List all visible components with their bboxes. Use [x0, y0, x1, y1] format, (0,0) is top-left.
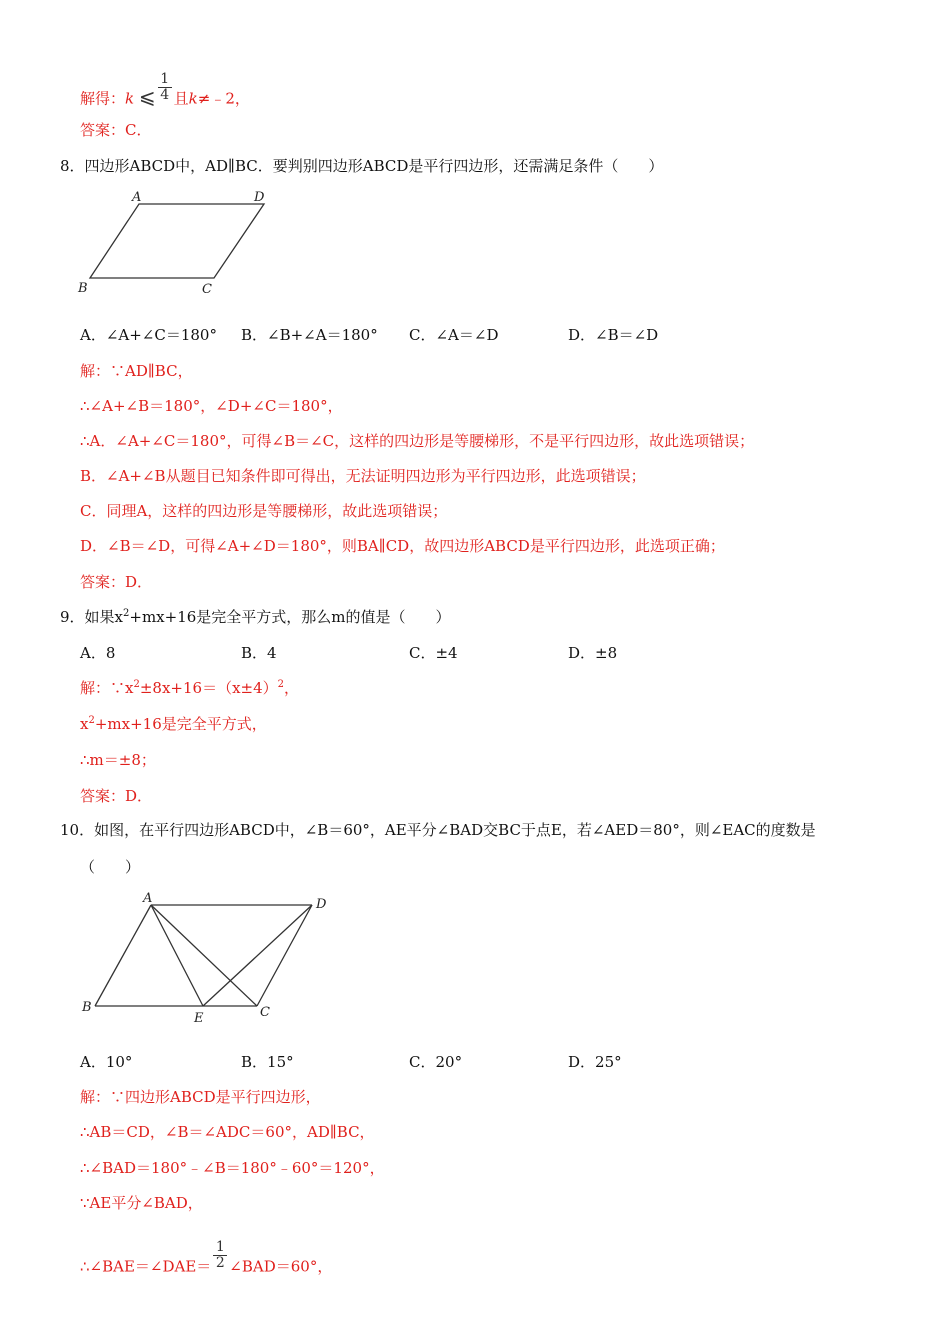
q9-solution-line-1 — [80, 678, 299, 698]
q9-sol2-part-1: x — [80, 715, 89, 733]
segment-ac — [151, 905, 257, 1006]
q8-solution-line-5: C．同理A，这样的四边形是等腰梯形，故此选项错误； — [80, 502, 448, 520]
q10-option-c: C．20° — [409, 1053, 463, 1071]
q10-last-part-1: ∴∠BAE＝∠DAE＝ — [80, 1257, 212, 1276]
q8-solution-line-6: D．∠B＝∠D，可得∠A+∠D＝180°，则BA∥CD，故四边形ABCD是平行四边形，此选项正确； — [80, 537, 725, 555]
q10-solution-line-2: ∴AB＝CD，∠B＝∠ADC＝60°，AD∥BC， — [80, 1123, 375, 1141]
label-b: B — [78, 281, 88, 296]
question-10-paren: （ ） — [80, 858, 141, 876]
label-d: D — [254, 190, 265, 205]
segment-ed — [203, 905, 312, 1006]
solve-prefix: 解得： — [80, 89, 126, 108]
q9-sol1-exponent: 2 — [133, 679, 140, 690]
label-c: C — [202, 282, 212, 297]
less-equal-symbol: ⩽ — [138, 84, 156, 109]
q8-option-c: C．∠A＝∠D — [409, 326, 499, 344]
q10-solution-line-1: 解：∵四边形ABCD是平行四边形， — [80, 1088, 321, 1106]
label-b: B — [82, 1000, 92, 1015]
label-e: E — [194, 1011, 204, 1026]
q9-sol2-exponent: 2 — [88, 715, 95, 726]
q10-solution-line-3: ∴∠BAD＝180°﹣∠B＝180°﹣60°＝120°， — [80, 1159, 385, 1177]
q8-solution-line-2: ∴∠A+∠B＝180°，∠D+∠C＝180°， — [80, 397, 343, 415]
question-8-stem: 8．四边形ABCD中，AD∥BC．要判别四边形ABCD是平行四边形，还需满足条件（ ） — [60, 157, 664, 175]
segment-dc — [257, 905, 312, 1006]
label-a: A — [132, 190, 142, 205]
q9-answer: 答案：D． — [80, 787, 153, 805]
q10-option-b: B．15° — [241, 1053, 294, 1071]
fraction-one-quarter — [158, 72, 172, 103]
q9-stem-part-2: +mx+16是完全平方式，那么m的值是（ ） — [129, 608, 451, 626]
q10-last-part-2: ∠BAD＝60°， — [229, 1257, 333, 1276]
answer-7: 答案：C． — [80, 121, 152, 139]
fraction-denominator: 4 — [160, 87, 170, 103]
fraction-denominator: 2 — [215, 1255, 225, 1271]
q9-sol1-part-3: ， — [284, 679, 300, 697]
segment-ab — [95, 905, 151, 1006]
k-variable: k — [125, 89, 135, 108]
q9-option-c: C．±4 — [409, 644, 458, 662]
q8-option-b: B．∠B+∠A＝180° — [241, 326, 378, 344]
q8-answer: 答案：D． — [80, 573, 153, 591]
q8-option-d: D．∠B＝∠D — [568, 326, 659, 344]
solve-line — [80, 71, 250, 115]
label-d: D — [316, 897, 327, 912]
q9-exponent: 2 — [123, 608, 130, 619]
q9-sol1-part-1: 解：∵x — [80, 679, 134, 697]
k-variable-2: k — [188, 89, 198, 108]
q9-option-b: B．4 — [241, 644, 277, 662]
q9-sol1-exponent-2: 2 — [277, 679, 285, 690]
q8-solution-line-1: 解：∵AD∥BC， — [80, 362, 193, 380]
label-a: A — [143, 891, 153, 906]
q10-figure — [76, 888, 346, 1028]
question-9-stem — [60, 607, 451, 627]
segment-ae — [151, 905, 203, 1006]
q10-solution-line-4: ∵AE平分∠BAD， — [80, 1194, 203, 1212]
q9-solution-line-2 — [80, 714, 267, 734]
q10-option-a: A．10° — [80, 1053, 133, 1071]
fraction-one-half — [213, 1240, 227, 1271]
q9-option-d: D．±8 — [568, 644, 618, 662]
q8-option-a: A．∠A+∠C＝180° — [80, 326, 217, 344]
q10-solution-line-5 — [80, 1239, 333, 1283]
parallelogram-abcd — [90, 204, 264, 278]
fraction-numerator: 1 — [213, 1240, 227, 1256]
fraction-numerator: 1 — [158, 72, 172, 88]
solve-tail: ≠﹣2， — [197, 89, 250, 108]
q8-solution-line-3: ∴A．∠A+∠C＝180°，可得∠B＝∠C，这样的四边形是等腰梯形，不是平行四边形，故此选项错误； — [80, 432, 755, 450]
q9-solution-line-3: ∴m＝±8； — [80, 751, 156, 769]
q9-sol2-part-2: +mx+16是完全平方式， — [94, 715, 267, 733]
label-c: C — [260, 1005, 270, 1020]
q9-sol1-part-2: ±8x+16＝（x±4） — [139, 679, 278, 697]
q8-figure — [74, 186, 274, 298]
question-10-stem: 10．如图，在平行四边形ABCD中，∠B＝60°，AE平分∠BAD交BC于点E，若∠AED＝80°，则∠EAC的度数是 — [60, 821, 816, 839]
q9-stem-part-1: 9．如果x — [60, 608, 124, 626]
and-text: 且 — [173, 89, 189, 108]
q9-option-a: A．8 — [80, 644, 116, 662]
q10-option-d: D．25° — [568, 1053, 622, 1071]
q8-solution-line-4: B．∠A+∠B从题目已知条件即可得出，无法证明四边形为平行四边形，此选项错误； — [80, 467, 646, 485]
